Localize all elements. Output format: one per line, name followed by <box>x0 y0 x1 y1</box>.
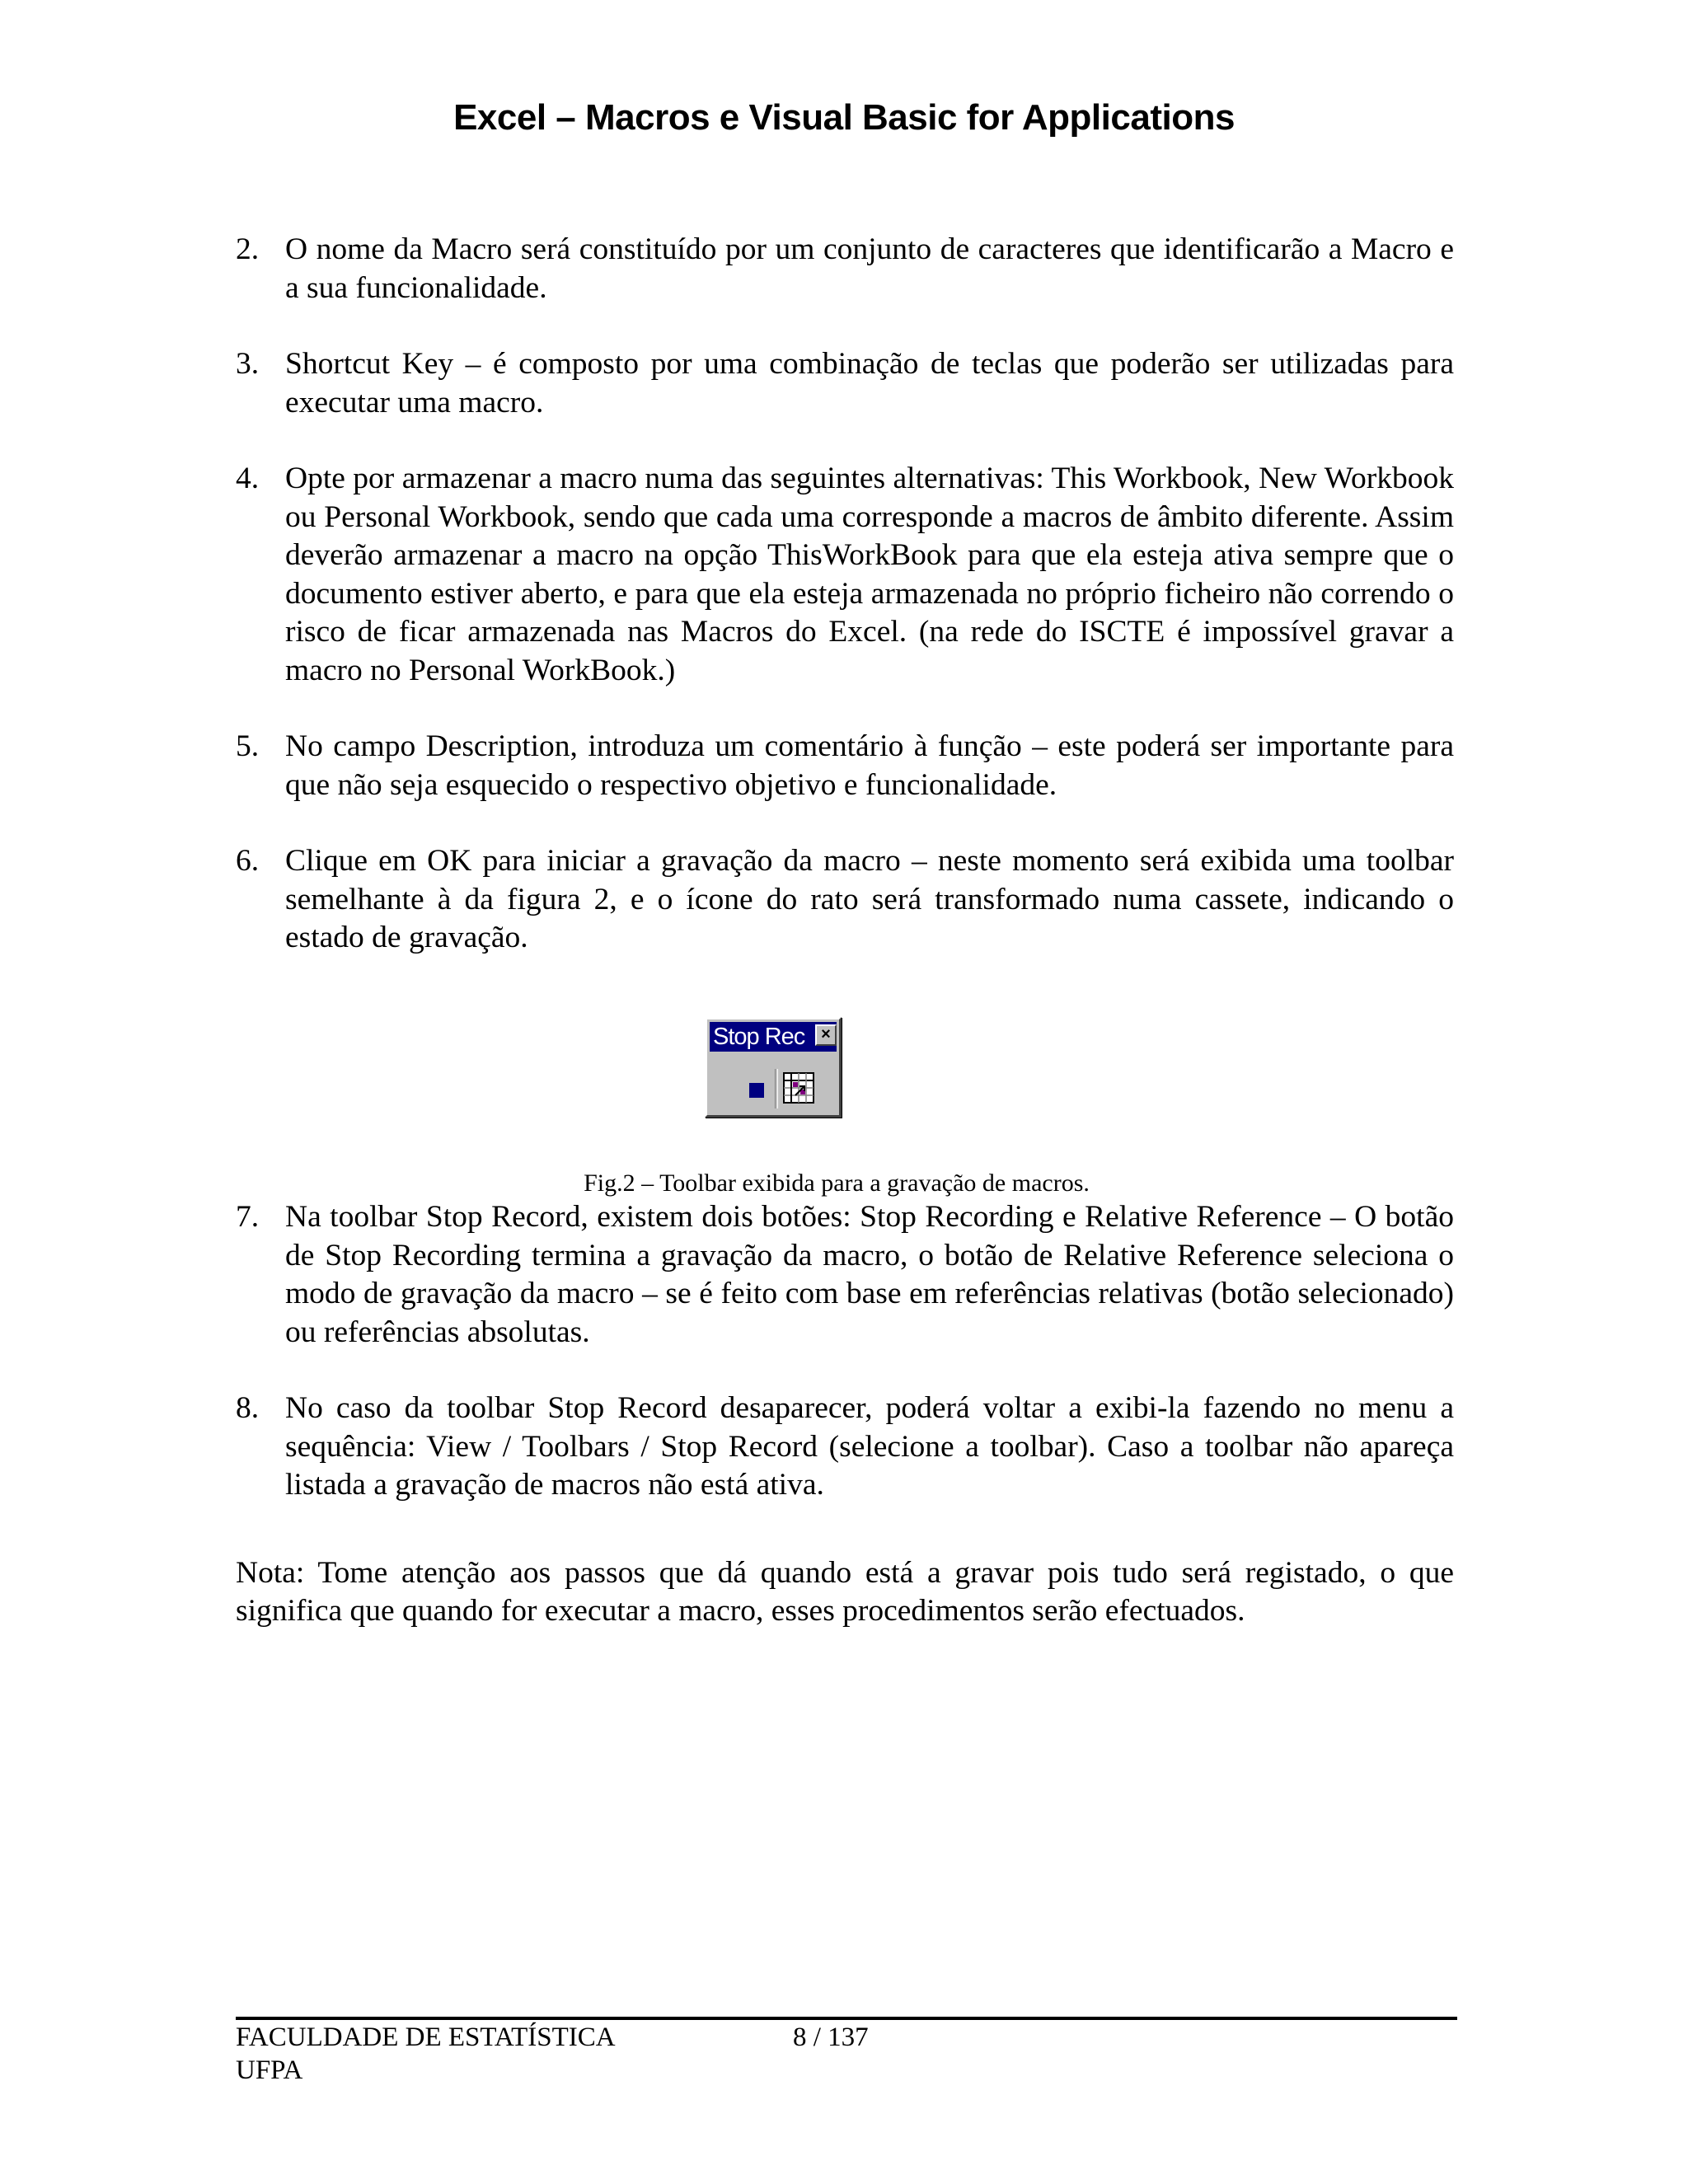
list-item-text: Opte por armazenar a macro numa das seguintes alternativas: This Workbook, New Workbook ou Personal Workbook, sendo que cada uma corresponde a macros de âmbito diferente. Assim deverão armazenar a macro na opção ThisWorkBook para que ela esteja ativa sempre que o documento estiver aberto, e para que ela esteja armazenada no próprio ficheiro não correndo o risco de ficar armazenada nas Macros do Excel. (na rede do ISCTE é impossível gravar a macro no Personal WorkBook.) <box>285 462 1454 687</box>
note-paragraph: Nota: Tome atenção aos passos que dá quando está a gravar pois tudo será registado, o que significa que quando for executar a macro, esses procedimentos serão efectuados. <box>236 1555 1454 1628</box>
list-item-number: 4. <box>236 462 260 495</box>
toolbar-title: Stop Rec <box>713 1023 805 1050</box>
footer-institution <box>236 2021 616 2087</box>
list-item-text: No campo Description, introduza um comentário à função – este poderá ser importante para que não seja esquecido o respectivo objetivo e funcionalidade. <box>285 729 1454 802</box>
figure-caption: Fig.2 – Toolbar exibida para a gravação de macros. <box>584 1169 1090 1197</box>
list-item-number: 6. <box>236 844 260 878</box>
list-item <box>236 1390 1454 1505</box>
list-item <box>236 728 1454 804</box>
list-item-number: 7. <box>236 1200 260 1234</box>
list-item-text: No caso da toolbar Stop Record desaparecer, poderá voltar a exibi-la fazendo no menu a sequência: View / Toolbars / Stop Record (selecione a toolbar). Caso a toolbar não apareça listada a gravação de macros não está ativa. <box>285 1391 1454 1502</box>
footer-divider <box>236 2017 1457 2020</box>
list-item-number: 2. <box>236 232 260 266</box>
relative-reference-icon <box>781 1071 818 1107</box>
steps-list-part1 <box>236 231 1454 958</box>
list-item-text: Shortcut Key – é composto por uma combinação de teclas que poderão ser utilizadas para executar uma macro. <box>285 347 1454 419</box>
list-item-text: Na toolbar Stop Record, existem dois botões: Stop Recording e Relative Reference – O botão de Stop Recording termina a gravação da macro, o botão de Relative Reference seleciona o modo de gravação da macro – se é feito com base em referências relativas (botão selecionado) ou referências absolutas. <box>285 1200 1454 1349</box>
list-item <box>236 1198 1454 1352</box>
steps-list-part2 <box>236 1198 1454 1505</box>
list-item <box>236 231 1454 307</box>
list-item-text: O nome da Macro será constituído por um conjunto de caracteres que identificarão a Macro e a sua funcionalidade. <box>285 232 1454 305</box>
footer-line2: UFPA <box>236 2055 303 2085</box>
page-header-title: Excel – Macros e Visual Basic for Applications <box>453 97 1235 138</box>
close-icon[interactable]: × <box>815 1024 837 1046</box>
document-body <box>236 231 1454 1661</box>
list-item <box>236 460 1454 690</box>
list-item-number: 8. <box>236 1391 260 1425</box>
list-item <box>236 345 1454 422</box>
footer-line1: FACULDADE DE ESTATÍSTICA <box>236 2022 616 2052</box>
list-item <box>236 842 1454 958</box>
stop-recording-button[interactable] <box>740 1074 771 1105</box>
stop-record-toolbar <box>705 1017 842 1118</box>
list-item-text: Clique em OK para iniciar a gravação da macro – neste momento será exibida uma toolbar semelhante à da figura 2, e o ícone do rato será transformado numa cassete, indicando o estado de gravação. <box>285 844 1454 954</box>
stop-recording-icon <box>749 1083 764 1098</box>
page-number: 8 / 137 <box>793 2022 869 2052</box>
figure-stop-record-toolbar <box>236 1017 1454 1199</box>
list-item-number: 3. <box>236 347 260 381</box>
toolbar-separator <box>775 1069 778 1108</box>
relative-reference-button[interactable] <box>781 1071 818 1107</box>
list-item-number: 5. <box>236 729 260 763</box>
